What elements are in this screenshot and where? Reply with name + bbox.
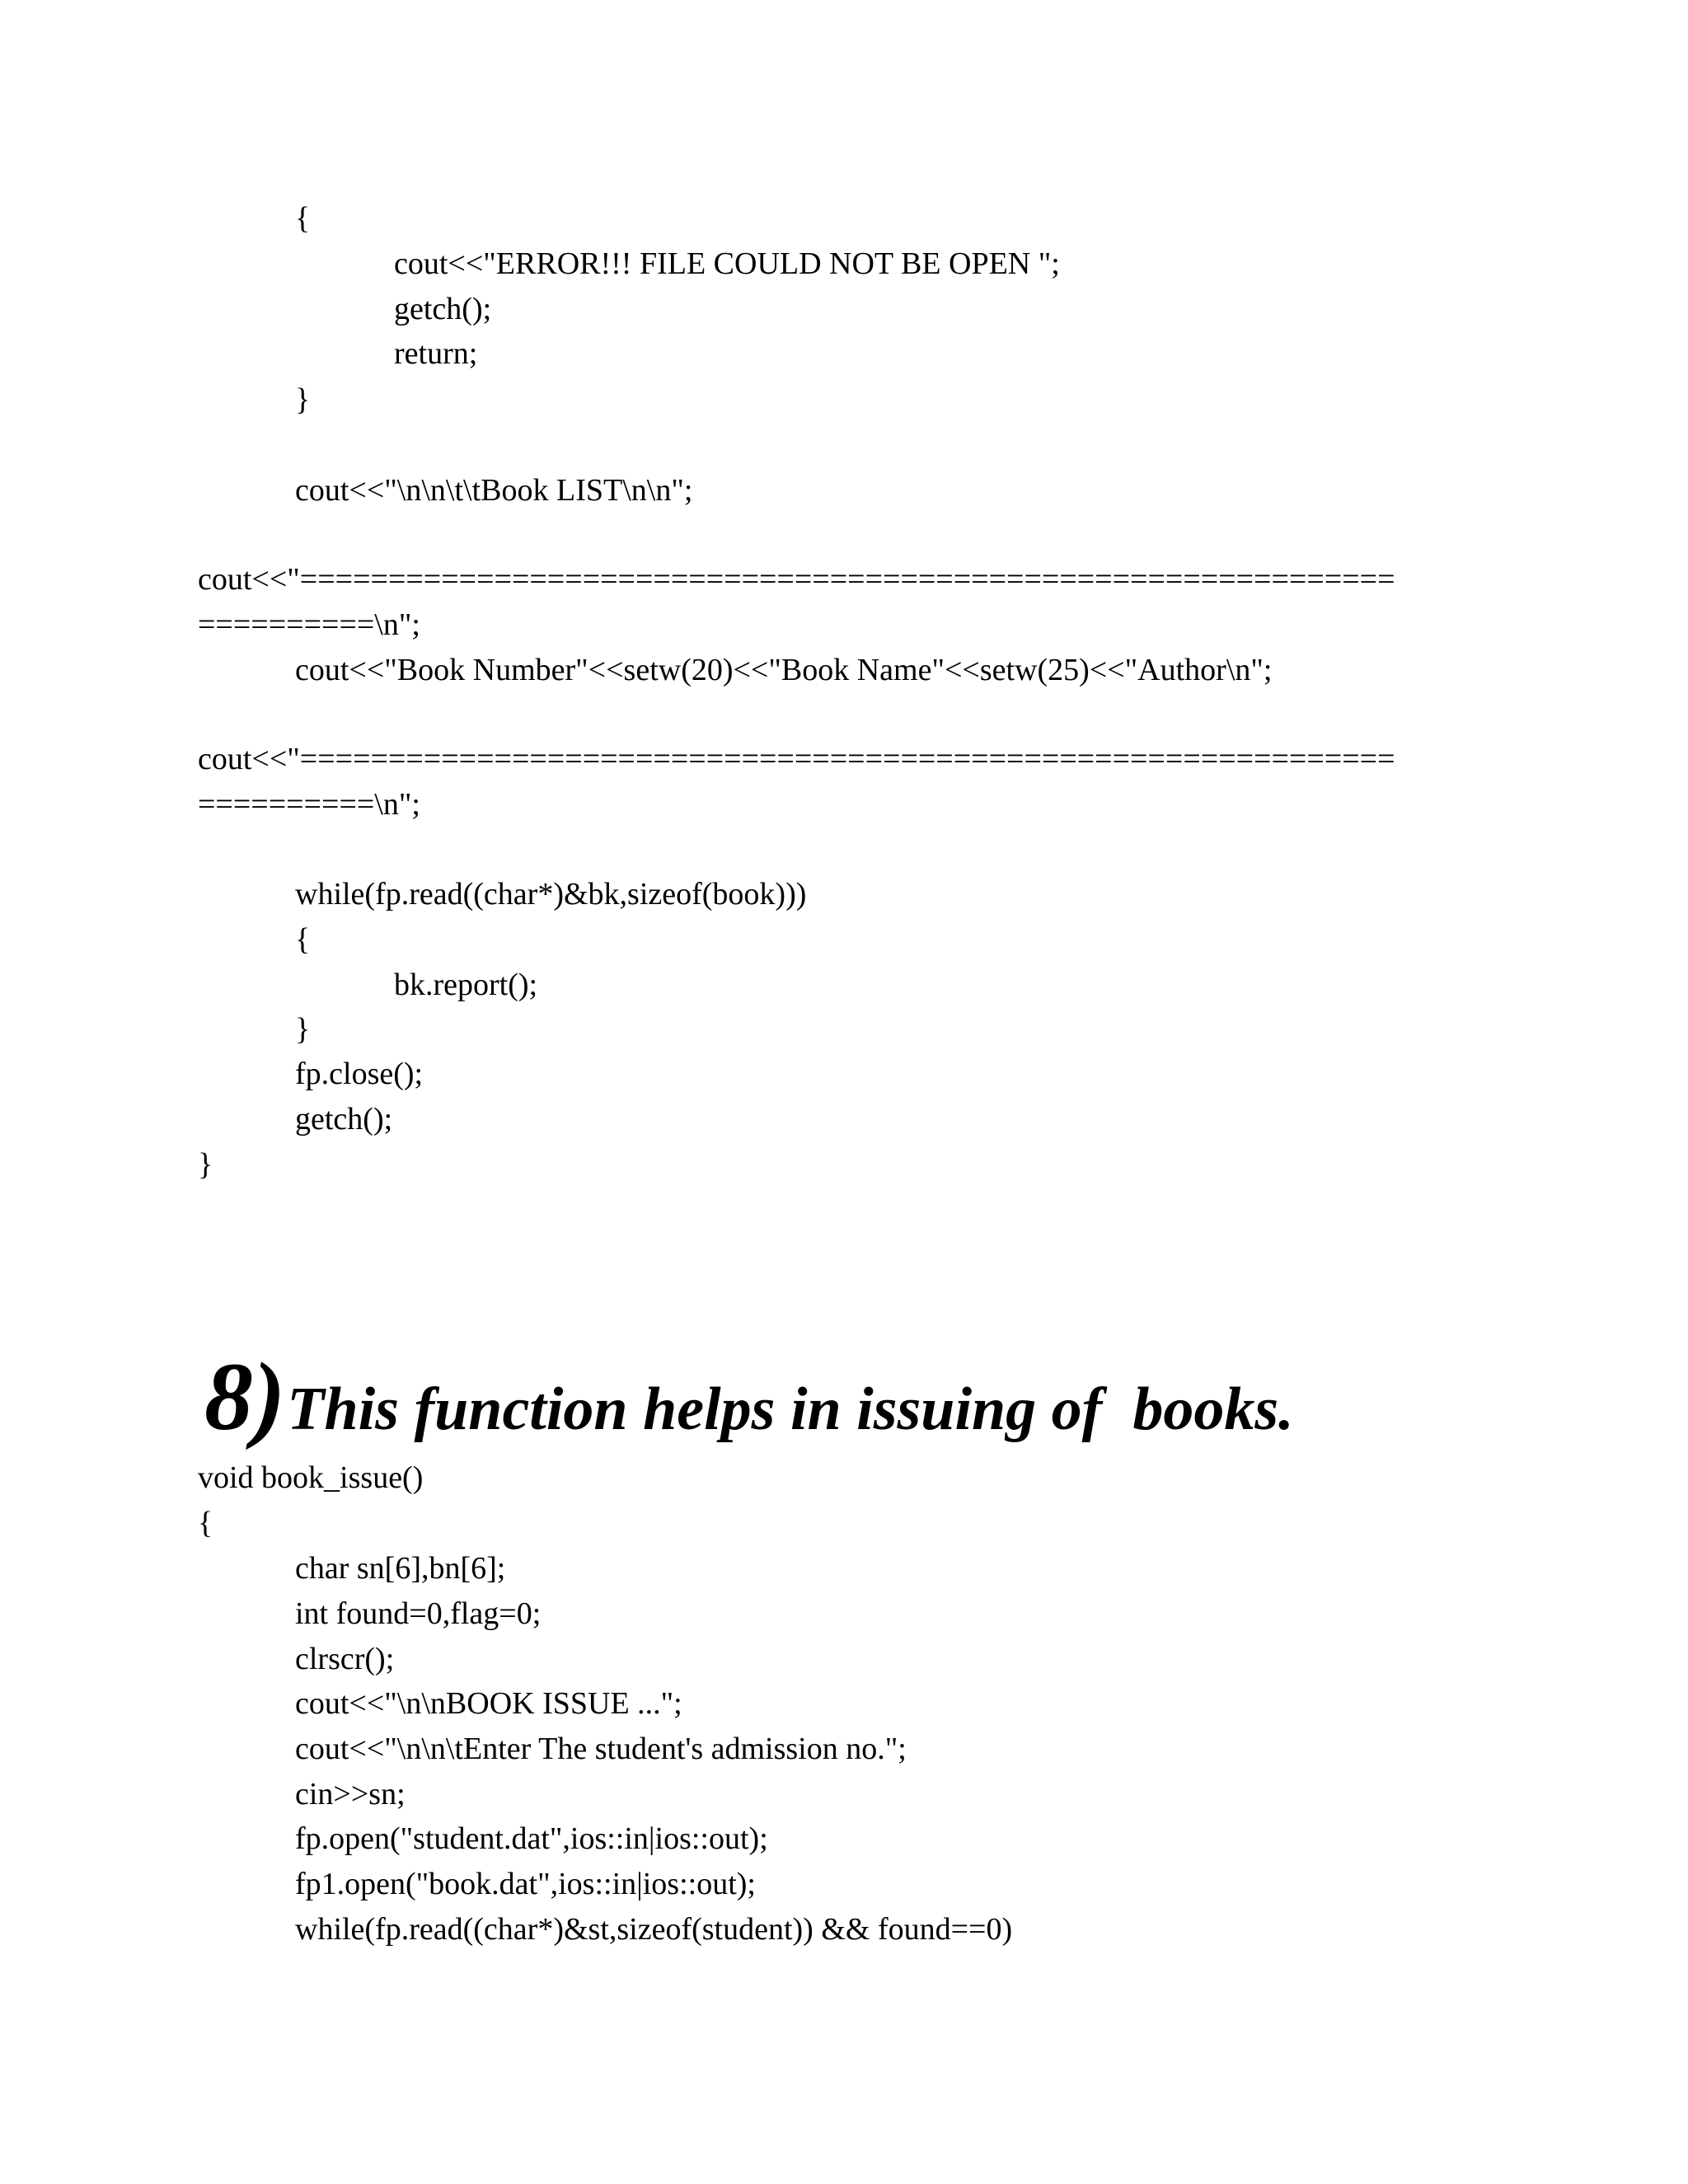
code-line-while-close-brace: } (295, 1012, 311, 1047)
code-line-cout-separator-2a: cout<<"============================================================== (198, 742, 1395, 776)
code-line-function-close-brace: } (198, 1147, 213, 1182)
code-line-return: return; (394, 336, 478, 371)
code-line-cout-header: cout<<"Book Number"<<setw(20)<<"Book Name"<<setw(25)<<"Author\n"; (295, 653, 1273, 687)
code-line-cin-sn: cin>>sn; (295, 1777, 406, 1811)
code-line-void-book-issue: void book_issue() (198, 1460, 424, 1495)
code-line-fp1-open-book: fp1.open("book.dat",ios::in|ios::out); (295, 1867, 756, 1901)
code-line-getch-2: getch(); (295, 1102, 393, 1137)
code-line-cout-separator-1a: cout<<"============================================================== (198, 562, 1395, 597)
section-heading (198, 1335, 1294, 1451)
code-line-cout-enter-admission: cout<<"\n\n\tEnter The student's admission no."; (295, 1732, 907, 1766)
code-line-cout-separator-2b: ==========\n"; (198, 787, 420, 822)
code-line-cout-book-list: cout<<"\n\n\t\tBook LIST\n\n"; (295, 473, 693, 508)
code-line-clrscr: clrscr(); (295, 1642, 395, 1676)
code-line-close-brace: } (295, 382, 311, 417)
code-line-getch: getch(); (394, 292, 492, 326)
section-number: 8) (204, 1343, 286, 1451)
code-line-while-read-student: while(fp.read((char*)&st,sizeof(student)) && found==0) (295, 1912, 1013, 1947)
code-line-open-brace-2: { (198, 1506, 213, 1540)
code-line-fp-open-student: fp.open("student.dat",ios::in|ios::out); (295, 1821, 768, 1856)
section-title: This function helps in issuing of books. (287, 1376, 1294, 1443)
code-line-cout-separator-1b: ==========\n"; (198, 607, 420, 642)
code-line-while-open-brace: { (295, 922, 311, 957)
code-line-bk-report: bk.report(); (394, 968, 538, 1002)
code-line-int-decl: int found=0,flag=0; (295, 1596, 542, 1631)
code-line-cout-error: cout<<"ERROR!!! FILE COULD NOT BE OPEN "; (394, 246, 1060, 281)
code-line-char-decl: char sn[6],bn[6]; (295, 1551, 506, 1586)
code-line-while-read-book: while(fp.read((char*)&bk,sizeof(book))) (295, 877, 807, 912)
code-line-fp-close: fp.close(); (295, 1057, 424, 1091)
code-line-open-brace: { (295, 201, 311, 236)
code-line-cout-book-issue: cout<<"\n\nBOOK ISSUE ..."; (295, 1686, 682, 1721)
